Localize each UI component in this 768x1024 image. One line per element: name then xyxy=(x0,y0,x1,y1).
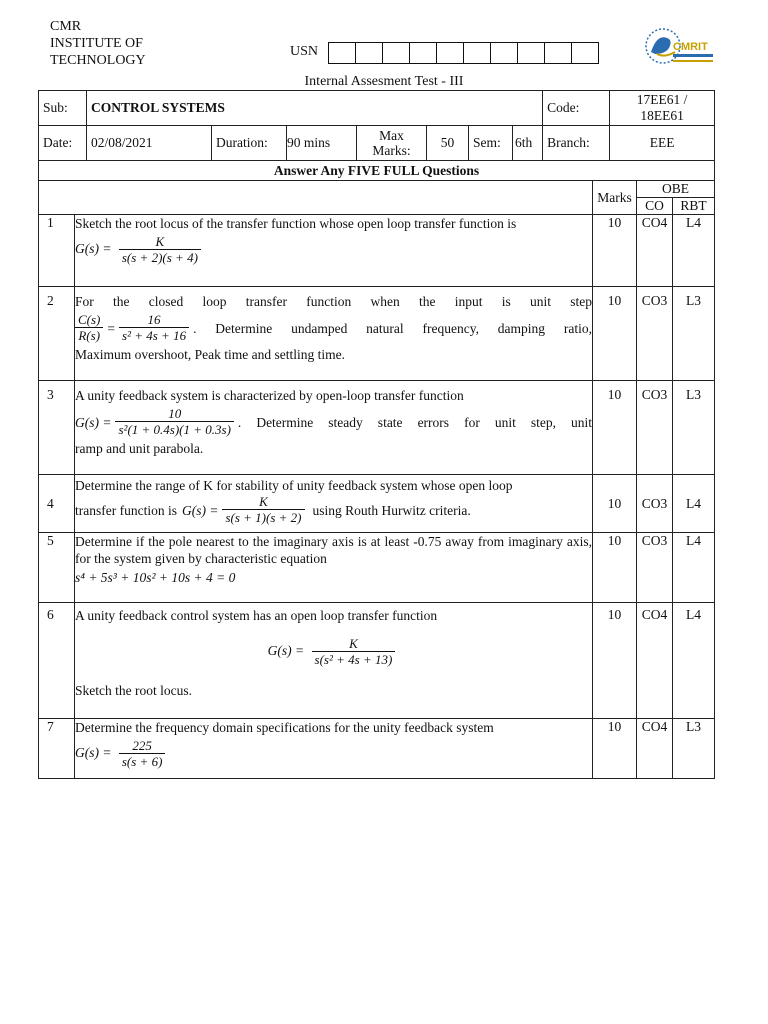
question-text: A unity feedback control system has an open loop transfer function G(s) = $\frac{K}{\text{s(s² + 4s + 13)}}$ Sketch the root locus. xyxy=(75,603,593,719)
question-co: CO3 xyxy=(637,475,673,533)
table-row xyxy=(39,533,715,603)
code-label: Code: xyxy=(543,91,610,126)
institute-line-1: CMR xyxy=(50,19,82,34)
max-marks-value: 50 xyxy=(427,126,469,161)
table-row xyxy=(39,719,715,779)
date-label: Date: xyxy=(39,126,87,161)
test-title: Internal Assesment Test - III xyxy=(304,74,464,89)
question-text: Determine if the pole nearest to the imaginary axis is at least -0.75 away from imaginary axis, for the system given by characteristic equation s⁴ + 5s³ + 10s² + 10s + 4 = 0 xyxy=(75,533,593,603)
question-number: 5 xyxy=(39,533,75,603)
questions-table xyxy=(38,160,715,779)
marks-header: Marks xyxy=(593,181,637,215)
header-table xyxy=(38,90,715,161)
co-header: CO xyxy=(637,198,673,215)
question-rbt: L4 xyxy=(673,533,715,603)
sub-label: Sub: xyxy=(39,91,87,126)
question-rbt: L3 xyxy=(673,719,715,779)
branch-label: Branch: xyxy=(543,126,610,161)
question-co: CO3 xyxy=(637,533,673,603)
characteristic-equation: s⁴ + 5s³ + 10s² + 10s + 4 = 0 xyxy=(75,570,236,585)
question-text: For the closed loop transfer function when the input is unit step $\frac{C(s)}{R(s)}$ = $\frac{16}{\text{s² + 4s + 16}}$ . Determine undamped natural frequency, damping ratio, Maximum overshoot, Peak time and settling time. xyxy=(75,287,593,381)
question-co: CO4 xyxy=(637,719,673,779)
question-number: 7 xyxy=(39,719,75,779)
question-number: 2 xyxy=(39,287,75,381)
question-text: A unity feedback system is characterized by open-loop transfer function G(s) = $\frac{10}{\text{s²(1 + 0.4s)(1 + 0.3s)}}$ . Determine steady state errors for unit step, unit ramp and unit parabola. xyxy=(75,381,593,475)
transfer-function: $\frac{C(s)}{R(s)}$ = $\frac{16}{\text{s² + 4s + 16}}$ . Determine undamped natural frequency, damping ratio, xyxy=(75,312,592,344)
question-text: Determine the frequency domain specifications for the unity feedback system G(s) = $\frac{225}{s(s + 6)}$ xyxy=(75,719,593,779)
question-marks: 10 xyxy=(593,381,637,475)
table-row xyxy=(39,215,715,287)
table-row xyxy=(39,287,715,381)
duration-label: Duration: xyxy=(212,126,287,161)
question-marks: 10 xyxy=(593,533,637,603)
branch-value: EEE xyxy=(610,126,715,161)
svg-text:CMRIT: CMRIT xyxy=(673,41,708,53)
max-marks-label: Max Marks: xyxy=(357,126,427,161)
header-blank xyxy=(39,181,593,215)
usn-boxes[interactable] xyxy=(328,42,599,64)
question-co: CO4 xyxy=(637,215,673,287)
institute-line-3: TECHNOLOGY xyxy=(50,53,146,68)
question-marks: 10 xyxy=(593,215,637,287)
question-number: 6 xyxy=(39,603,75,719)
institute-name xyxy=(50,18,146,69)
question-rbt: L4 xyxy=(673,475,715,533)
code-value: 17EE61 / 18EE61 xyxy=(610,91,715,126)
question-number: 4 xyxy=(39,475,75,533)
question-co: CO4 xyxy=(637,603,673,719)
table-row xyxy=(39,381,715,475)
cmrit-logo xyxy=(643,24,715,70)
question-marks: 10 xyxy=(593,603,637,719)
rbt-header: RBT xyxy=(673,198,715,215)
sem-value: 6th xyxy=(513,126,543,161)
question-rbt: L4 xyxy=(673,215,715,287)
question-rbt: L4 xyxy=(673,603,715,719)
question-marks: 10 xyxy=(593,719,637,779)
subject-name: CONTROL SYSTEMS xyxy=(87,91,543,126)
transfer-function: G(s) = $\frac{K}{s(s + 2)(s + 4)}$ xyxy=(75,234,592,266)
table-row xyxy=(39,603,715,719)
question-co: CO3 xyxy=(637,287,673,381)
transfer-function: G(s) = $\frac{225}{s(s + 6)}$ xyxy=(75,738,592,770)
obe-header: OBE xyxy=(637,181,715,198)
question-co: CO3 xyxy=(637,381,673,475)
swan-logo-icon xyxy=(643,24,715,70)
instruction: Answer Any FIVE FULL Questions xyxy=(39,161,715,181)
question-marks: 10 xyxy=(593,475,637,533)
question-rbt: L3 xyxy=(673,287,715,381)
table-row xyxy=(39,475,715,533)
institute-line-2: INSTITUTE OF xyxy=(50,36,143,51)
question-number: 3 xyxy=(39,381,75,475)
question-number: 1 xyxy=(39,215,75,287)
duration-value: 90 mins xyxy=(287,126,357,161)
question-text: Determine the range of K for stability of unity feedback system whose open loop transfer function is G(s) = $\frac{K}{s(s + 1)(s + 2)}$ using Routh Hurwitz criteria. xyxy=(75,475,593,533)
transfer-function: G(s) = $\frac{K}{\text{s(s² + 4s + 13)}}$ xyxy=(75,636,592,668)
usn-label: USN xyxy=(290,44,319,59)
question-rbt: L3 xyxy=(673,381,715,475)
transfer-function: transfer function is G(s) = $\frac{K}{s(s + 1)(s + 2)}$ using Routh Hurwitz criteria. xyxy=(75,494,471,525)
sem-label: Sem: xyxy=(469,126,513,161)
transfer-function: G(s) = $\frac{10}{\text{s²(1 + 0.4s)(1 + 0.3s)}}$ . Determine steady state errors for unit step, unit xyxy=(75,406,592,437)
date-value: 02/08/2021 xyxy=(87,126,212,161)
question-marks: 10 xyxy=(593,287,637,381)
question-text: Sketch the root locus of the transfer function whose open loop transfer function is G(s) = $\frac{K}{s(s + 2)(s + 4)}$ xyxy=(75,215,593,287)
